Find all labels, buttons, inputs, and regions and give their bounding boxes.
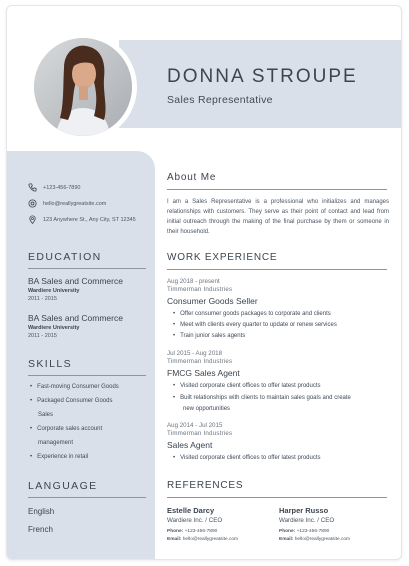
job-date: Aug 2018 - present — [167, 278, 220, 285]
reference-name: Estelle Darcy — [167, 506, 215, 515]
reference-name: Harper Russo — [279, 506, 329, 515]
education-years-2: 2011 - 2015 — [28, 333, 57, 339]
about-heading: About Me — [167, 172, 217, 183]
language-rule — [28, 497, 146, 498]
education-school-2: Wardiere University — [28, 325, 80, 331]
reference-org: Wardiere Inc. / CEO — [167, 517, 223, 524]
reference-email-value[interactable]: hello@reallygreatsite.com — [294, 537, 351, 542]
contact-email-text[interactable]: hello@reallygreatsite.com — [43, 200, 107, 207]
reference-phone-value: +123-456-7890 — [296, 529, 330, 534]
job-role: Consumer Goods Seller — [167, 296, 258, 306]
about-rule — [167, 189, 387, 190]
contact-address-text: 123 Anywhere St., Any City, ST 12345 — [43, 216, 136, 223]
references-rule — [167, 497, 387, 498]
reference-phone — [279, 529, 329, 534]
reference-phone-label: Phone: — [167, 529, 184, 534]
skill-item: • Packaged Consumer Goods — [30, 395, 148, 409]
phone-icon — [28, 183, 37, 192]
education-rule — [28, 268, 146, 269]
reference-email-label: Email: — [167, 537, 182, 542]
education-heading: EDUCATION — [28, 251, 102, 263]
experience-rule — [167, 269, 387, 270]
reference-org: Wardiere Inc. / CEO — [279, 517, 335, 524]
contact-address — [28, 215, 136, 224]
job-company: Timmerman Industries — [167, 430, 233, 437]
education-years-1: 2011 - 2015 — [28, 296, 57, 302]
candidate-name: DONNA STROUPE — [167, 66, 358, 87]
sidebar — [7, 151, 155, 560]
reference-phone — [167, 529, 217, 534]
skill-item: Sales — [38, 412, 54, 418]
at-icon — [28, 199, 37, 208]
job-bullet: • Train junior sales agents — [173, 331, 388, 342]
skills-heading: SKILLS — [28, 358, 73, 370]
reference-email — [279, 537, 350, 542]
job-bullet: • Visited corporate client offices to offer latest products — [173, 453, 388, 464]
skill-item: • Fast-moving Consumer Goods — [30, 381, 148, 395]
skill-item: management — [38, 440, 74, 446]
contact-phone-text: +123-456-7890 — [43, 184, 81, 191]
candidate-title: Sales Representative — [167, 94, 273, 106]
references-heading: REFERENCES — [167, 480, 244, 491]
job-role: FMCG Sales Agent — [167, 368, 240, 378]
reference-email-value[interactable]: hello@reallygreatsite.com — [182, 537, 239, 542]
contact-email — [28, 199, 106, 208]
job-role: Sales Agent — [167, 440, 213, 450]
skill-item: • Corporate sales account — [30, 423, 148, 437]
reference-phone-value: +123-456-7890 — [184, 529, 218, 534]
job-bullet: • Meet with clients every quarter to update or renew services — [173, 320, 388, 331]
job-bullet: • Built relationships with clients to maintain sales goals and create — [173, 393, 388, 404]
job-bullet: • Visited corporate client offices to offer latest products — [173, 381, 388, 392]
job-company: Timmerman Industries — [167, 358, 233, 365]
language-heading: LANGUAGE — [28, 480, 98, 492]
skills-rule — [28, 375, 146, 376]
job-bullet: • Offer consumer goods packages to corporate and clients — [173, 309, 388, 320]
education-degree-1: BA Sales and Commerce — [28, 276, 123, 286]
resume-page — [6, 5, 402, 560]
job-date: Jul 2015 - Aug 2018 — [167, 350, 223, 357]
job-company: Timmerman Industries — [167, 286, 233, 293]
reference-email — [167, 537, 238, 542]
about-text: I am a Sales Representative is a professional who initializes and manages relationships with customers. They serve as their point of contact and lead from initial outreach through the making of the final purchase by them or someone in their household. — [167, 199, 389, 235]
education-school-1: Wardiere University — [28, 288, 80, 294]
reference-email-label: Email: — [279, 537, 294, 542]
job-bullet: new opportunities — [183, 406, 231, 412]
location-pin-icon — [28, 215, 37, 224]
skill-item: • Experience in retail — [30, 451, 148, 465]
reference-phone-label: Phone: — [279, 529, 296, 534]
contact-phone — [28, 183, 80, 192]
education-degree-2: BA Sales and Commerce — [28, 313, 123, 323]
job-date: Aug 2014 - Jul 2015 — [167, 422, 223, 429]
language-item: French — [28, 525, 53, 534]
language-item: English — [28, 507, 55, 516]
experience-heading: WORK EXPERIENCE — [167, 252, 278, 263]
profile-photo — [34, 38, 132, 136]
